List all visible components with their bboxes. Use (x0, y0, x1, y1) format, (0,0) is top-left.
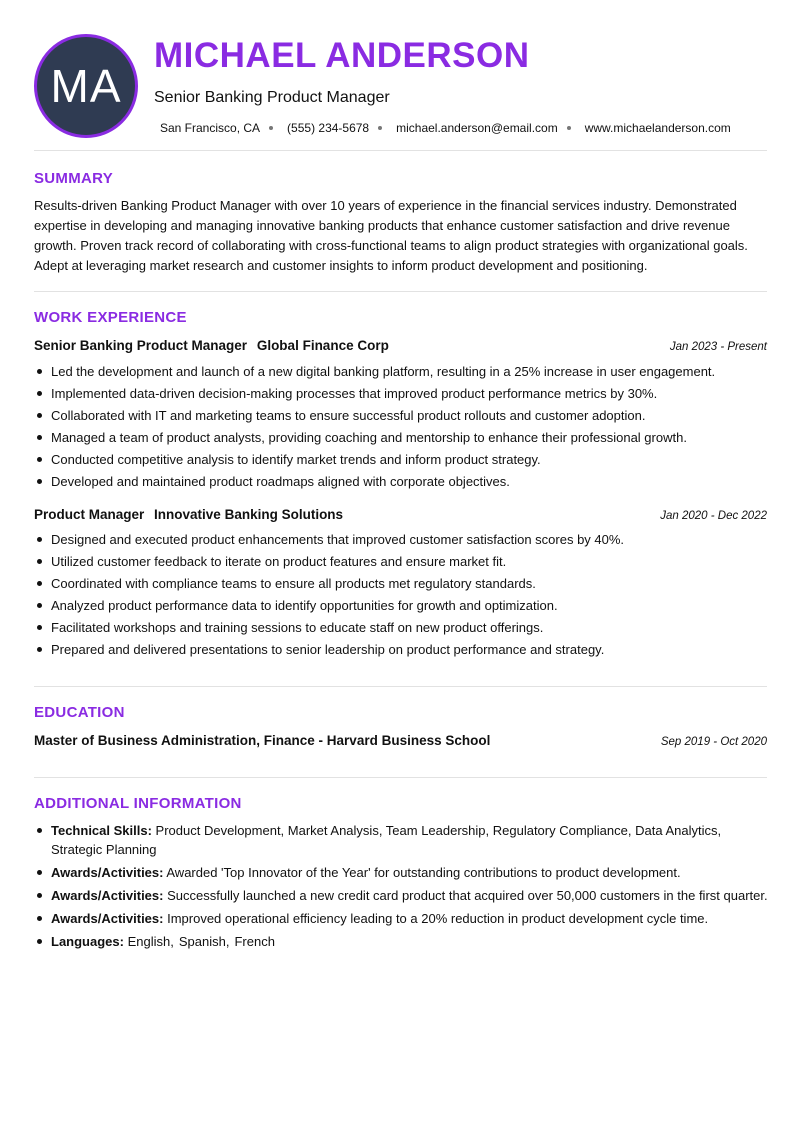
item-text: Successfully launched a new credit card product that acquired over 50,000 customers in the first quarter. (167, 888, 768, 903)
divider (34, 686, 767, 687)
separator-dot (378, 126, 382, 130)
job-role: Product Manager (34, 507, 145, 522)
separator: , (170, 934, 174, 949)
job-bullets (34, 362, 769, 494)
separator-dot (269, 126, 273, 130)
contact-email[interactable]: michael.anderson@email.com (396, 121, 558, 135)
separator-dot (567, 126, 571, 130)
item-label: Awards/Activities: (51, 865, 164, 880)
item-label: Technical Skills: (51, 823, 152, 838)
language-item: English (127, 934, 171, 949)
job-header (34, 507, 767, 522)
candidate-headline: Senior Banking Product Manager (154, 89, 390, 106)
job-dates: Jan 2020 - Dec 2022 (660, 510, 767, 522)
education-degree: Master of Business Administration, Finance - Harvard Business School (34, 733, 491, 748)
list-item (34, 863, 769, 882)
list-item: Facilitated workshops and training sessions to educate staff on new product offerings. (34, 618, 769, 640)
job-company: Innovative Banking Solutions (154, 507, 344, 522)
list-item: Developed and maintained product roadmaps aligned with corporate objectives. (34, 472, 769, 494)
additional-heading: ADDITIONAL INFORMATION (34, 795, 242, 812)
list-item: Conducted competitive analysis to identify market trends and inform product strategy. (34, 450, 769, 472)
education-entry (34, 733, 767, 748)
item-text: Product Development, Market Analysis, Team Leadership, Regulatory Compliance, Data Analytics, Strategic Planning (51, 823, 722, 857)
list-item: Designed and executed product enhancements that improved customer satisfaction scores by 40%. (34, 530, 769, 552)
list-item: Implemented data-driven decision-making processes that improved product performance metrics by 30%. (34, 384, 769, 406)
job-title (34, 338, 389, 353)
contact-website[interactable]: www.michaelanderson.com (584, 121, 731, 135)
list-item: Coordinated with compliance teams to ensure all products met regulatory standards. (34, 574, 769, 596)
list-item: Utilized customer feedback to iterate on product features and ensure market fit. (34, 552, 769, 574)
divider (34, 777, 767, 778)
contact-location: San Francisco, CA (160, 121, 261, 135)
avatar (34, 34, 138, 138)
additional-list (34, 821, 769, 955)
list-item: Collaborated with IT and marketing teams to ensure successful product rollouts and customer adoption. (34, 406, 769, 428)
job-bullets (34, 530, 769, 662)
list-item: Managed a team of product analysts, providing coaching and mentorship to enhance their professional growth. (34, 428, 769, 450)
list-item: Analyzed product performance data to identify opportunities for growth and optimization. (34, 596, 769, 618)
job-header (34, 338, 767, 353)
language-item: Spanish (178, 934, 226, 949)
list-item (34, 909, 769, 928)
contact-phone[interactable]: (555) 234-5678 (287, 121, 370, 135)
experience-heading: WORK EXPERIENCE (34, 309, 187, 326)
divider (34, 150, 767, 151)
contact-line (160, 121, 731, 135)
candidate-name: MICHAEL ANDERSON (154, 36, 530, 75)
divider (34, 291, 767, 292)
separator: , (225, 934, 230, 949)
list-item: Prepared and delivered presentations to senior leadership on product performance and strategy. (34, 640, 769, 662)
education-dates: Sep 2019 - Oct 2020 (660, 736, 767, 748)
job-company: Global Finance Corp (256, 338, 389, 353)
language-item: French (234, 934, 275, 949)
list-item (34, 932, 769, 951)
item-label: Awards/Activities: (51, 888, 164, 903)
summary-text: Results-driven Banking Product Manager with over 10 years of experience in the financial services industry. Demonstrated expertise in developing and managing innovative banking products that enhance customer satisfaction and drive revenue growth. Proven track record of collaborating with cross-functional teams to align product strategies with organizational goals. Adept at leveraging market research and customer insights to inform product development and positioning. (34, 198, 748, 273)
list-item: Led the development and launch of a new digital banking platform, resulting in a 25% increase in user engagement. (34, 362, 769, 384)
item-text: Improved operational efficiency leading to a 20% reduction in product development cycle time. (167, 911, 709, 926)
avatar-initials: MA (50, 60, 122, 112)
item-text: Awarded 'Top Innovator of the Year' for outstanding contributions to product development. (166, 865, 681, 880)
job-dates: Jan 2023 - Present (669, 341, 767, 353)
summary-heading: SUMMARY (34, 170, 114, 187)
list-item (34, 886, 769, 905)
item-label: Awards/Activities: (51, 911, 164, 926)
job-title (34, 507, 343, 522)
education-heading: EDUCATION (34, 704, 125, 721)
job-role: Senior Banking Product Manager (34, 338, 248, 353)
languages-label: Languages: (51, 934, 124, 949)
list-item (34, 821, 769, 859)
